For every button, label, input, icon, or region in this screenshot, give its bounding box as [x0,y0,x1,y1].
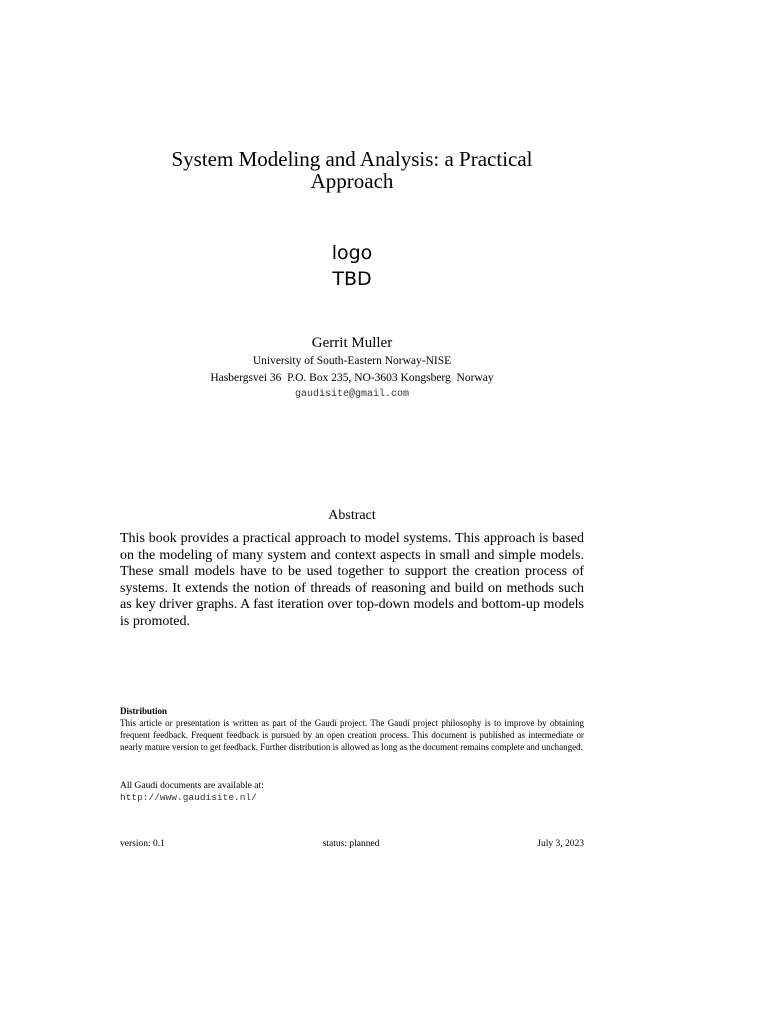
availability-text: All Gaudí documents are available at: [120,781,264,791]
author-affiliation: University of South-Eastern Norway-NISE [252,355,452,367]
logo-placeholder [252,240,452,292]
author-name: Gerrit Muller [311,335,393,351]
title-line-1: System Modeling and Analysis: a Practical [171,147,533,171]
author-address: Hasbergsvei 36 P.O. Box 235, NO-3603 Kongsberg Norway [210,372,494,384]
gaudisite-link[interactable]: http://www.gaudisite.nl/ [120,792,257,803]
distribution-text: This article or presentation is written as part of the Gaudí project. The Gaudí project philosophy is to improve by obtaining frequent feedback. Frequent feedback is pursued by an open creation process. This document is published as intermediate or nearly mature version to get feedback. Further distribution is allowed as long as the document remains complete and unchanged. [120,718,584,752]
abstract-heading: Abstract [328,508,376,523]
abstract-body: This book provides a practical approach to model systems. This approach is based on the modeling of many system and context aspects in small and simple models. These small models have to be used together to support the creation process of systems. It extends the notion of threads of reasoning and build on methods such as key driver graphs. A fast iteration over top-down models and bottom-up models is promoted. [120,531,584,629]
footer-date: July 3, 2023 [537,839,584,849]
author-block [120,334,584,403]
footer-status: status: planned [322,839,380,849]
distribution-section [120,705,584,753]
logo-line-1: logo [331,242,373,264]
document-title [120,148,584,192]
availability-section [120,780,584,804]
distribution-heading: Distribution [120,706,168,716]
logo-line-2: TBD [332,268,372,290]
title-line-2: Approach [310,169,394,193]
page-footer [120,838,584,850]
footer-version: version: 0.1 [120,839,165,849]
author-email[interactable]: gaudisite@gmail.com [294,389,410,400]
